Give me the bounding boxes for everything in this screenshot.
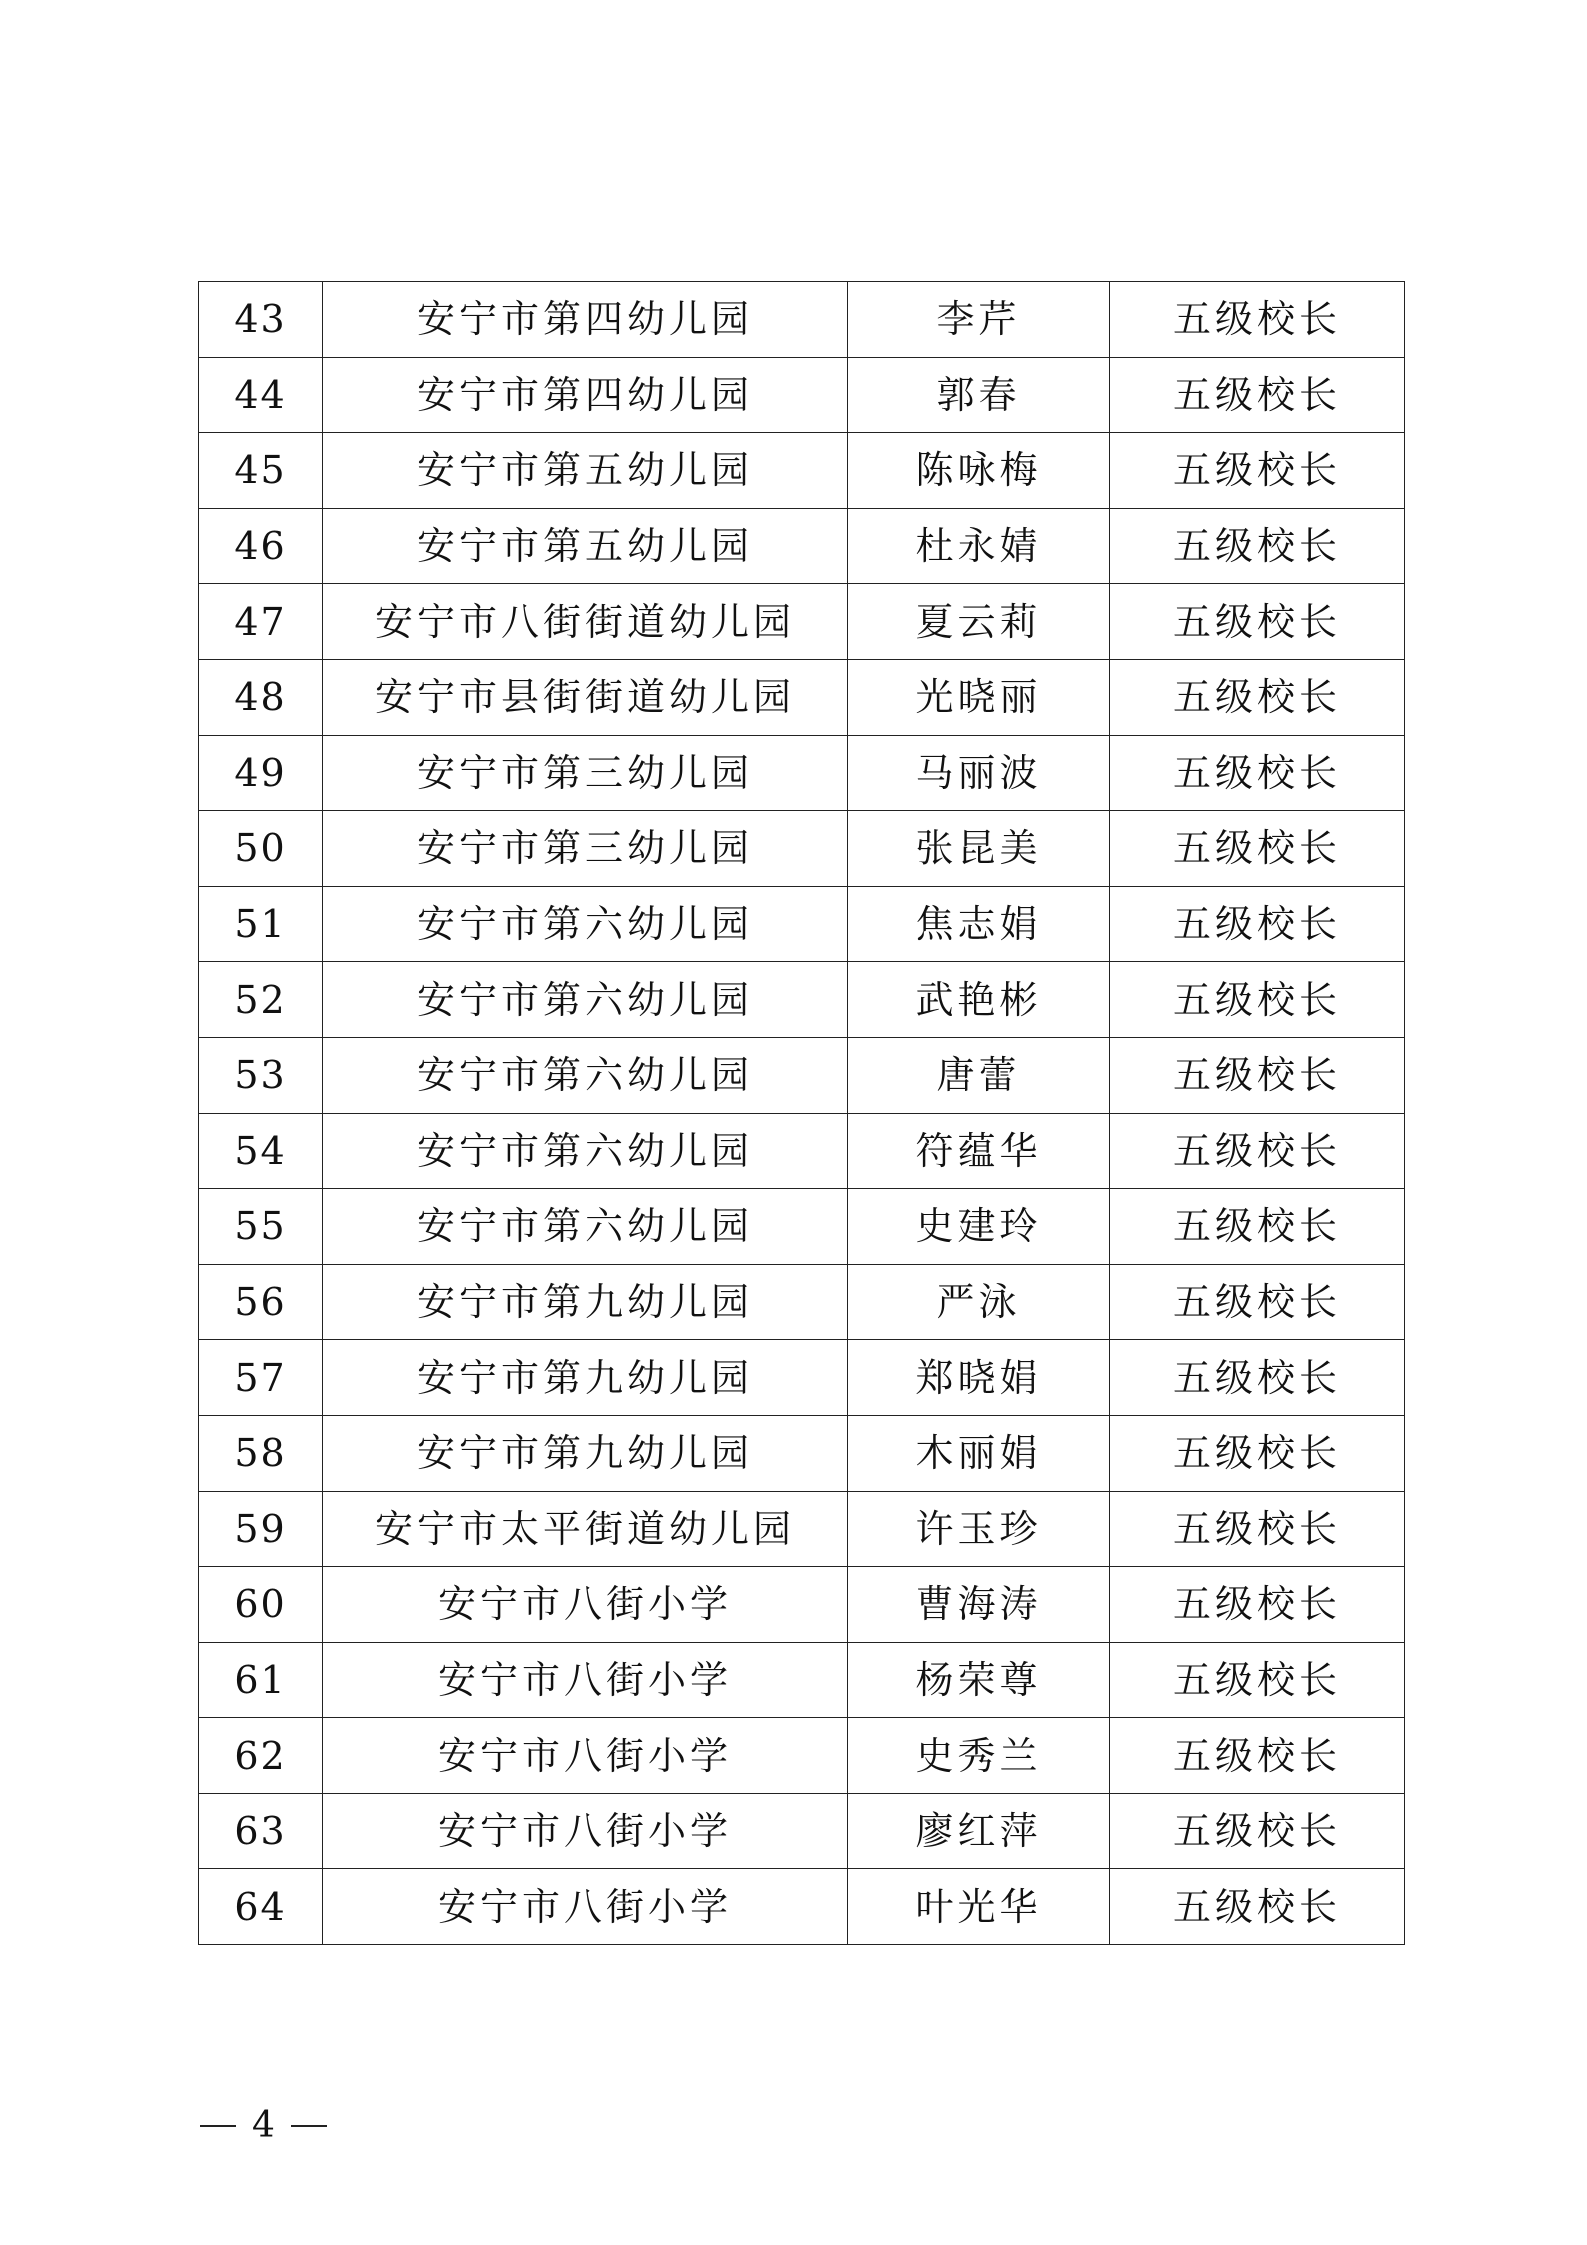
cell-serial-number: 54 bbox=[199, 1113, 323, 1189]
cell-serial-number: 52 bbox=[199, 962, 323, 1038]
table-row bbox=[199, 1189, 1405, 1265]
cell-unit: 安宁市第三幼儿园 bbox=[323, 735, 848, 811]
cell-title: 五级校长 bbox=[1110, 1264, 1405, 1340]
cell-unit: 安宁市八街小学 bbox=[323, 1718, 848, 1794]
cell-name: 夏云莉 bbox=[848, 584, 1110, 660]
table-row bbox=[199, 811, 1405, 887]
cell-name: 焦志娟 bbox=[848, 886, 1110, 962]
cell-serial-number: 61 bbox=[199, 1642, 323, 1718]
cell-title: 五级校长 bbox=[1110, 1189, 1405, 1265]
cell-title: 五级校长 bbox=[1110, 1037, 1405, 1113]
cell-name: 张昆美 bbox=[848, 811, 1110, 887]
cell-unit: 安宁市第六幼儿园 bbox=[323, 1037, 848, 1113]
cell-unit: 安宁市八街小学 bbox=[323, 1793, 848, 1869]
cell-title: 五级校长 bbox=[1110, 1718, 1405, 1794]
cell-unit: 安宁市第六幼儿园 bbox=[323, 962, 848, 1038]
cell-title: 五级校长 bbox=[1110, 1567, 1405, 1643]
table-row bbox=[199, 1869, 1405, 1945]
cell-serial-number: 56 bbox=[199, 1264, 323, 1340]
principal-roster-table bbox=[198, 281, 1405, 1945]
table-row bbox=[199, 1037, 1405, 1113]
cell-name: 史建玲 bbox=[848, 1189, 1110, 1265]
cell-title: 五级校长 bbox=[1110, 433, 1405, 509]
cell-name: 史秀兰 bbox=[848, 1718, 1110, 1794]
table-row bbox=[199, 1340, 1405, 1416]
cell-title: 五级校长 bbox=[1110, 1491, 1405, 1567]
table-row bbox=[199, 1793, 1405, 1869]
cell-title: 五级校长 bbox=[1110, 735, 1405, 811]
cell-unit: 安宁市第五幼儿园 bbox=[323, 433, 848, 509]
cell-unit: 安宁市第四幼儿园 bbox=[323, 357, 848, 433]
table-row bbox=[199, 282, 1405, 358]
cell-title: 五级校长 bbox=[1110, 811, 1405, 887]
cell-title: 五级校长 bbox=[1110, 357, 1405, 433]
cell-name: 武艳彬 bbox=[848, 962, 1110, 1038]
roster-table-body bbox=[199, 282, 1405, 1945]
cell-serial-number: 50 bbox=[199, 811, 323, 887]
cell-unit: 安宁市第六幼儿园 bbox=[323, 1189, 848, 1265]
cell-serial-number: 59 bbox=[199, 1491, 323, 1567]
table-row bbox=[199, 1415, 1405, 1491]
cell-title: 五级校长 bbox=[1110, 1869, 1405, 1945]
cell-name: 光晓丽 bbox=[848, 659, 1110, 735]
cell-name: 郑晓娟 bbox=[848, 1340, 1110, 1416]
table-row bbox=[199, 1567, 1405, 1643]
cell-unit: 安宁市八街小学 bbox=[323, 1567, 848, 1643]
cell-name: 马丽波 bbox=[848, 735, 1110, 811]
cell-title: 五级校长 bbox=[1110, 584, 1405, 660]
cell-serial-number: 58 bbox=[199, 1415, 323, 1491]
cell-serial-number: 51 bbox=[199, 886, 323, 962]
cell-unit: 安宁市第九幼儿园 bbox=[323, 1340, 848, 1416]
table-row bbox=[199, 1491, 1405, 1567]
table-row bbox=[199, 508, 1405, 584]
table-row bbox=[199, 962, 1405, 1038]
table-row bbox=[199, 433, 1405, 509]
cell-title: 五级校长 bbox=[1110, 1415, 1405, 1491]
cell-name: 曹海涛 bbox=[848, 1567, 1110, 1643]
cell-unit: 安宁市八街街道幼儿园 bbox=[323, 584, 848, 660]
page-number: 4 bbox=[252, 2105, 275, 2146]
table-row bbox=[199, 735, 1405, 811]
table-row bbox=[199, 1642, 1405, 1718]
cell-serial-number: 44 bbox=[199, 357, 323, 433]
cell-title: 五级校长 bbox=[1110, 886, 1405, 962]
cell-title: 五级校长 bbox=[1110, 962, 1405, 1038]
cell-unit: 安宁市第九幼儿园 bbox=[323, 1415, 848, 1491]
cell-unit: 安宁市第三幼儿园 bbox=[323, 811, 848, 887]
cell-unit: 安宁市第六幼儿园 bbox=[323, 886, 848, 962]
cell-serial-number: 45 bbox=[199, 433, 323, 509]
cell-unit: 安宁市第六幼儿园 bbox=[323, 1113, 848, 1189]
cell-title: 五级校长 bbox=[1110, 1793, 1405, 1869]
cell-name: 杜永婧 bbox=[848, 508, 1110, 584]
table-row bbox=[199, 659, 1405, 735]
cell-title: 五级校长 bbox=[1110, 659, 1405, 735]
cell-name: 陈咏梅 bbox=[848, 433, 1110, 509]
table-row bbox=[199, 886, 1405, 962]
cell-title: 五级校长 bbox=[1110, 282, 1405, 358]
table-row bbox=[199, 1718, 1405, 1794]
cell-unit: 安宁市八街小学 bbox=[323, 1869, 848, 1945]
table-row bbox=[199, 1113, 1405, 1189]
cell-serial-number: 47 bbox=[199, 584, 323, 660]
cell-title: 五级校长 bbox=[1110, 1340, 1405, 1416]
cell-serial-number: 60 bbox=[199, 1567, 323, 1643]
cell-unit: 安宁市第五幼儿园 bbox=[323, 508, 848, 584]
footer-dash-right bbox=[291, 2125, 327, 2127]
cell-title: 五级校长 bbox=[1110, 1113, 1405, 1189]
cell-name: 唐蕾 bbox=[848, 1037, 1110, 1113]
cell-name: 郭春 bbox=[848, 357, 1110, 433]
cell-name: 杨荣尊 bbox=[848, 1642, 1110, 1718]
cell-serial-number: 55 bbox=[199, 1189, 323, 1265]
cell-unit: 安宁市八街小学 bbox=[323, 1642, 848, 1718]
cell-unit: 安宁市太平街道幼儿园 bbox=[323, 1491, 848, 1567]
cell-title: 五级校长 bbox=[1110, 1642, 1405, 1718]
cell-name: 严泳 bbox=[848, 1264, 1110, 1340]
table-row bbox=[199, 357, 1405, 433]
cell-name: 许玉珍 bbox=[848, 1491, 1110, 1567]
cell-unit: 安宁市第四幼儿园 bbox=[323, 282, 848, 358]
cell-serial-number: 64 bbox=[199, 1869, 323, 1945]
cell-serial-number: 53 bbox=[199, 1037, 323, 1113]
cell-serial-number: 63 bbox=[199, 1793, 323, 1869]
cell-serial-number: 43 bbox=[199, 282, 323, 358]
cell-serial-number: 49 bbox=[199, 735, 323, 811]
cell-name: 廖红萍 bbox=[848, 1793, 1110, 1869]
cell-unit: 安宁市第九幼儿园 bbox=[323, 1264, 848, 1340]
cell-serial-number: 48 bbox=[199, 659, 323, 735]
cell-serial-number: 57 bbox=[199, 1340, 323, 1416]
cell-name: 叶光华 bbox=[848, 1869, 1110, 1945]
cell-serial-number: 46 bbox=[199, 508, 323, 584]
cell-unit: 安宁市县街街道幼儿园 bbox=[323, 659, 848, 735]
cell-serial-number: 62 bbox=[199, 1718, 323, 1794]
cell-name: 符蕴华 bbox=[848, 1113, 1110, 1189]
footer-dash-left bbox=[200, 2125, 236, 2127]
cell-name: 木丽娟 bbox=[848, 1415, 1110, 1491]
page-footer bbox=[200, 2105, 327, 2146]
table-row bbox=[199, 584, 1405, 660]
table-row bbox=[199, 1264, 1405, 1340]
cell-name: 李芹 bbox=[848, 282, 1110, 358]
cell-title: 五级校长 bbox=[1110, 508, 1405, 584]
